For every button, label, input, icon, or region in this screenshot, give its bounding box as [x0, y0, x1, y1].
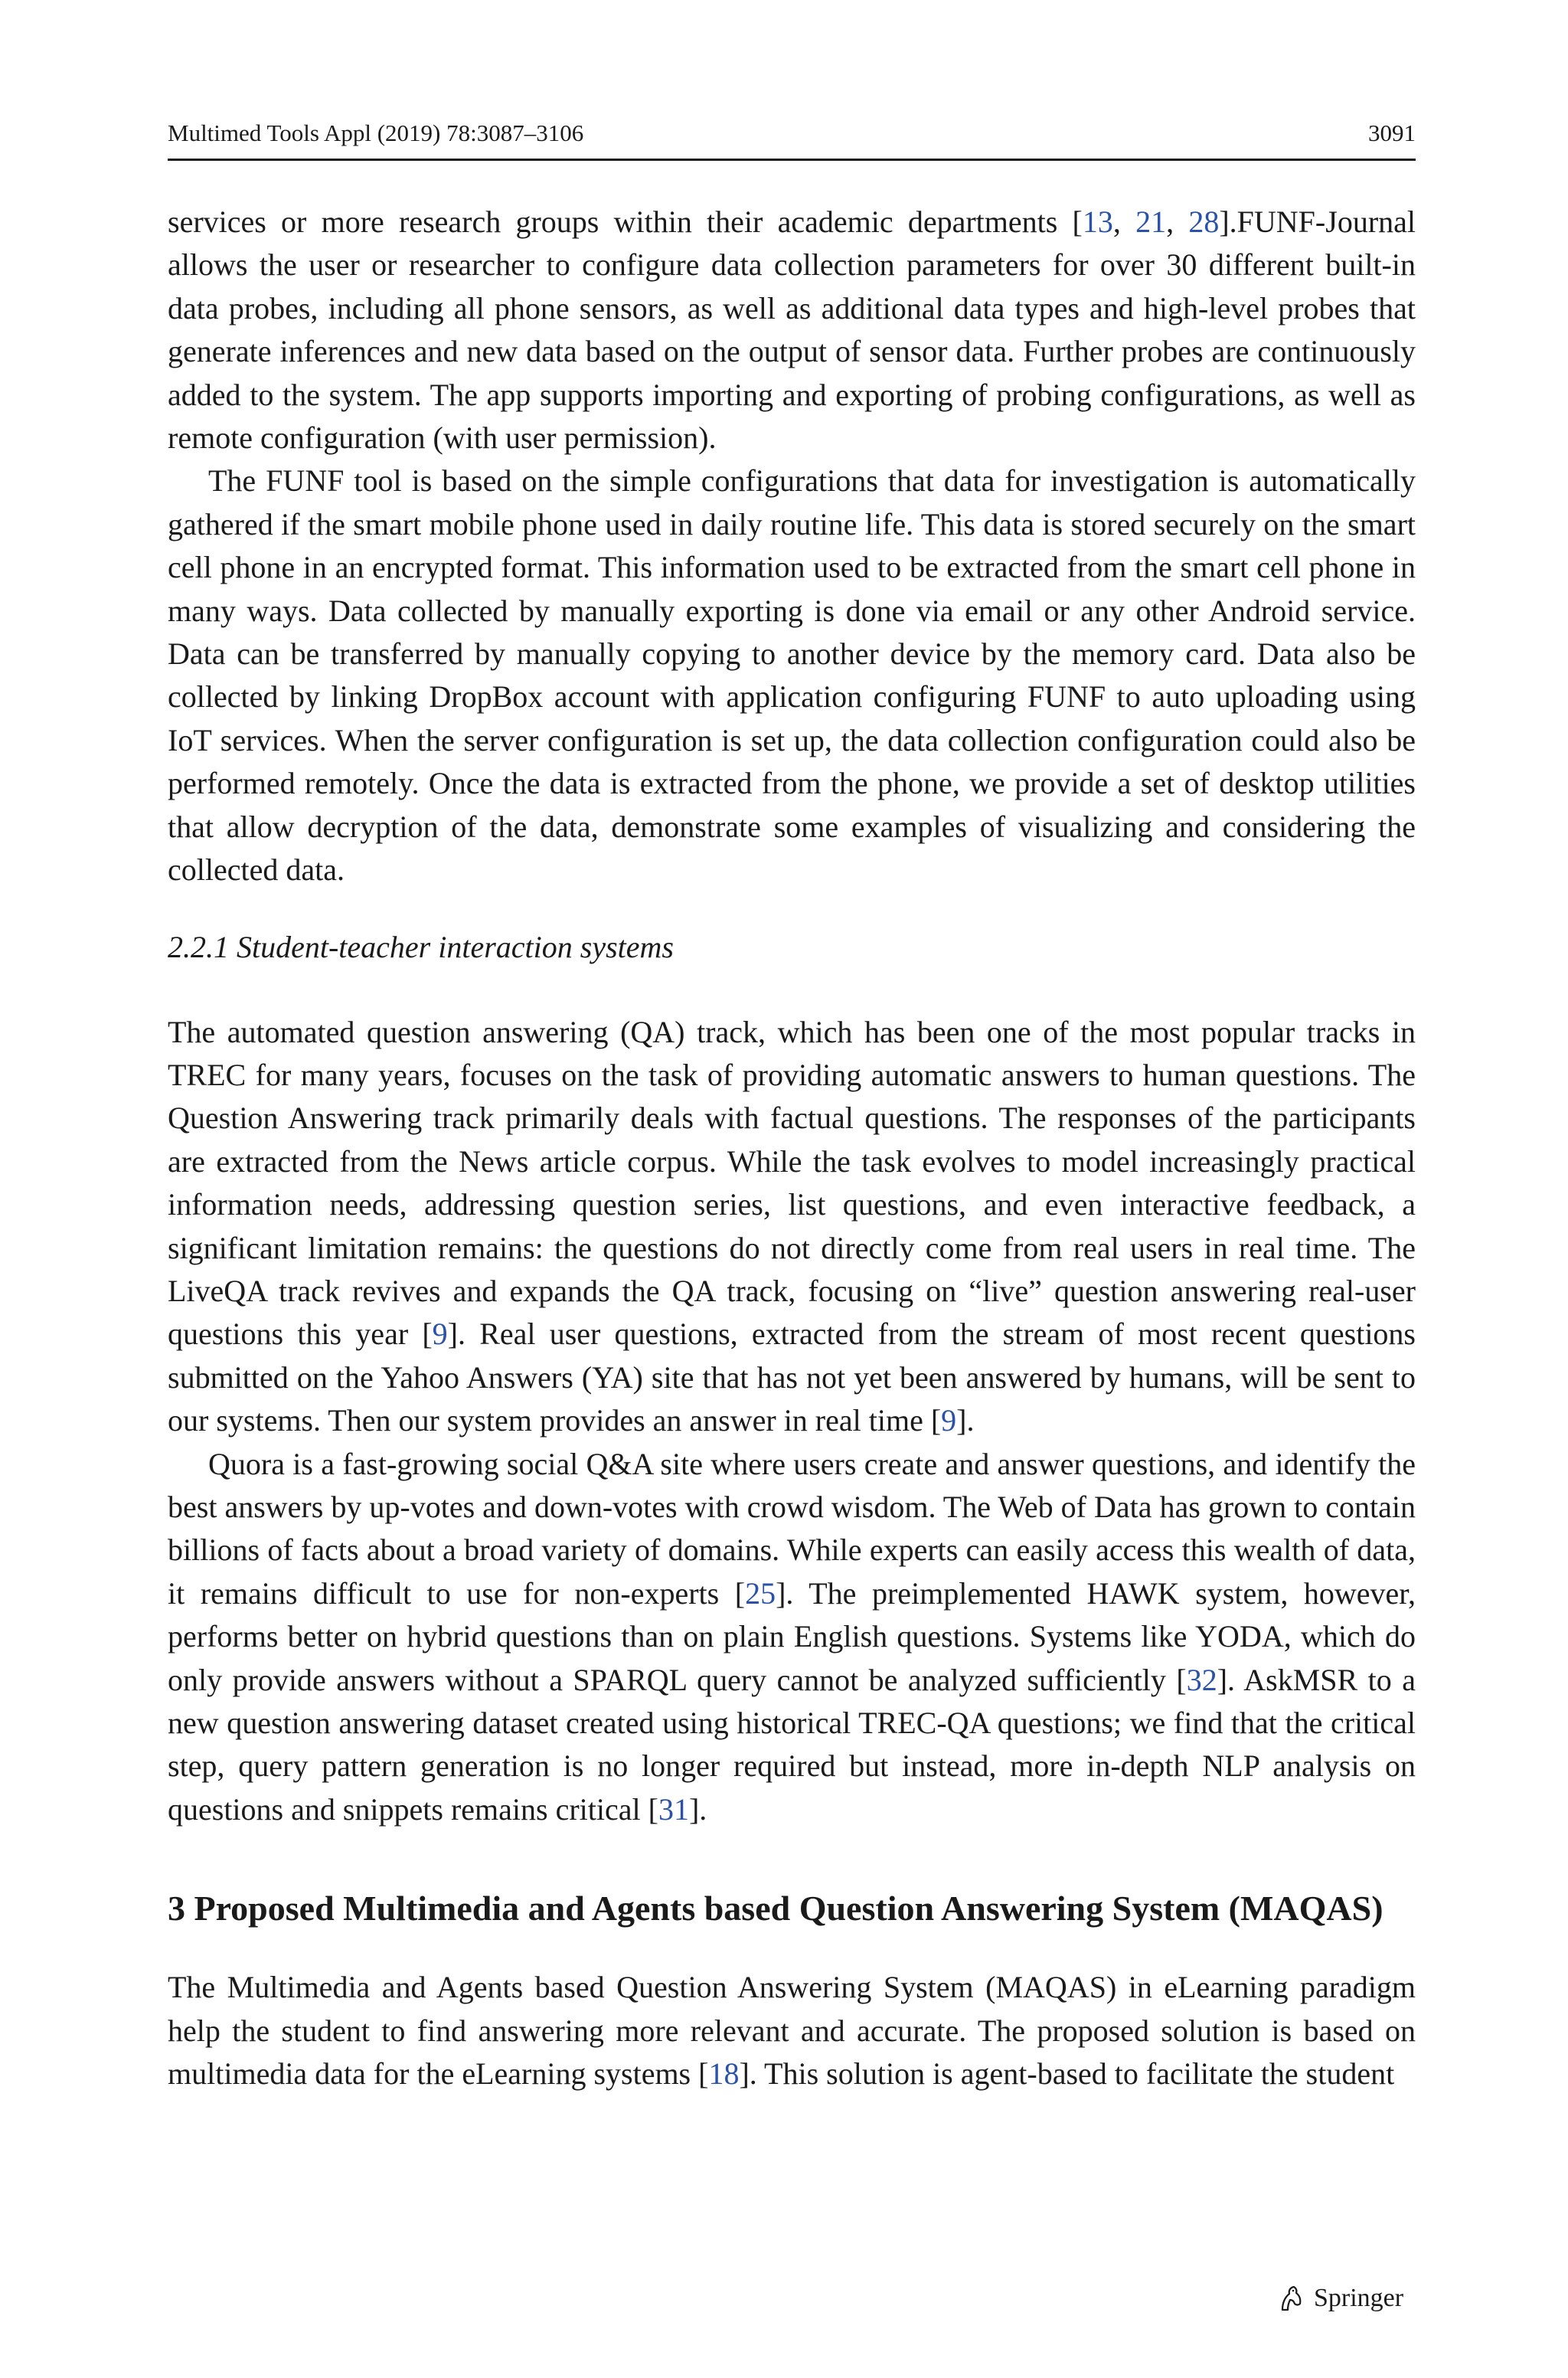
- citation-link[interactable]: 21: [1135, 204, 1167, 239]
- paragraph-funf-tool: The FUNF tool is based on the simple configurations that data for investigation is automatically gathered if the smart mobile phone used in daily routine life. This data is stored securely on the smart cell phone in an encrypted format. This information used to be extracted from the smart cell phone in many ways. Data collected by manually exporting is done via email or any other Android service. Data can be transferred by manually copying to another device by the memory card. Data also be collected by linking DropBox account with application configuring FUNF to auto uploading using IoT services. When the server configuration is set up, the data collection configuration could also be performed remotely. Once the data is extracted from the phone, we provide a set of desktop utilities that allow decryption of the data, demonstrate some examples of visualizing and considering the collected data.: [168, 463, 1416, 888]
- paragraph-maqas: The Multimedia and Agents based Question Answering System (MAQAS) in eLearning paradigm help the student to find answering more relevant and accurate. The proposed solution is based on multimedia data for the eLearning systems [18]. This solution is agent-based to facilitate the student: [168, 1970, 1416, 2092]
- header-rule: [168, 159, 1416, 161]
- page-number: 3091: [1368, 119, 1416, 146]
- citation-link[interactable]: 13: [1082, 204, 1113, 239]
- springer-horse-icon: [1276, 2283, 1306, 2314]
- journal-citation: Multimed Tools Appl (2019) 78:3087–3106: [168, 119, 584, 146]
- citation-link[interactable]: 25: [745, 1575, 776, 1611]
- citation-link[interactable]: 28: [1188, 204, 1220, 239]
- citation-link[interactable]: 9: [432, 1317, 448, 1352]
- subsection-heading: 2.2.1 Student-teacher interaction systems: [168, 929, 674, 964]
- citation-link[interactable]: 31: [658, 1791, 689, 1827]
- publisher-logo: [1276, 2283, 1403, 2314]
- article-body: [168, 201, 1416, 2095]
- section-heading: 3 Proposed Multimedia and Agents based Question Answering System (MAQAS): [168, 1889, 1383, 1928]
- running-header: [168, 118, 1416, 149]
- paragraph-funf-journal: services or more research groups within their academic departments [13, 21, 28].FUNF-Journal allows the user or researcher to configure data collection parameters for over 30 different built-in data probes, including all phone sensors, as well as additional data types and high-level probes that generate inferences and new data based on the output of sensor data. Further probes are continuously added to the system. The app supports importing and exporting of probing configurations, as well as remote configuration (with user permission).: [168, 204, 1416, 456]
- paragraph-quora: Quora is a fast-growing social Q&A site where users create and answer questions, and identify the best answers by up-votes and down-votes with crowd wisdom. The Web of Data has grown to contain billions of facts about a broad variety of domains. While experts can easily access this wealth of data, it remains difficult to use for non-experts [25]. The preimplemented HAWK system, however, performs better on hybrid questions than on plain English questions. Systems like YODA, which do only provide answers without a SPARQL query cannot be analyzed sufficiently [32]. AskMSR to a new question answering dataset created using historical TREC-QA questions; we find that the critical step, query pattern generation is no longer required but instead, more in-depth NLP analysis on questions and snippets remains critical [31].: [168, 1446, 1416, 1827]
- citation-link[interactable]: 32: [1186, 1662, 1217, 1697]
- paragraph-qa-track: The automated question answering (QA) track, which has been one of the most popular tracks in TREC for many years, focuses on the task of providing automatic answers to human questions. The Question Answering track primarily deals with factual questions. The responses of the participants are extracted from the News article corpus. While the task evolves to model increasingly practical information needs, addressing question series, list questions, and even interactive feedback, a significant limitation remains: the questions do not directly come from real users in real time. The LiveQA track revives and expands the QA track, focusing on “live” question answering real-user questions this year [9]. Real user questions, extracted from the stream of most recent questions submitted on the Yahoo Answers (YA) site that has not yet been answered by humans, will be sent to our systems. Then our system provides an answer in real time [9].: [168, 1014, 1416, 1438]
- publisher-name: Springer: [1314, 2284, 1404, 2312]
- citation-link[interactable]: 9: [941, 1403, 957, 1438]
- citation-link[interactable]: 18: [708, 2056, 740, 2092]
